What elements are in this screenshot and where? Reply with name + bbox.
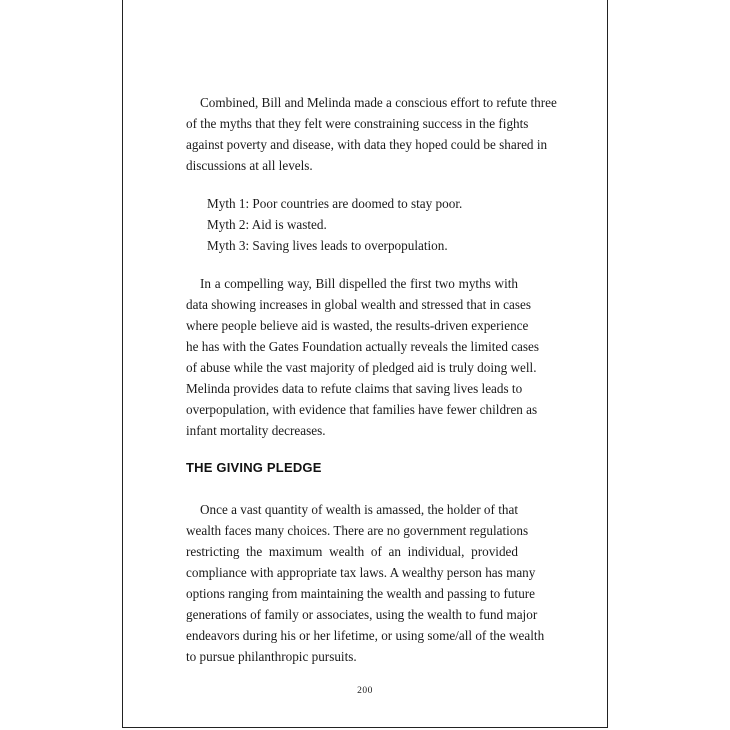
paragraph-3-line: Once a vast quantity of wealth is amassed, the holder of that [200, 502, 518, 517]
section-heading: THE GIVING PLEDGE [186, 460, 322, 475]
paragraph-1-line: against poverty and disease, with data they hoped could be shared in [186, 137, 548, 152]
paragraph-3-line: generations of family or associates, using the wealth to fund major [186, 607, 538, 622]
paragraph-3-line: endeavors during his or her lifetime, or using some/all of the wealth [186, 628, 545, 643]
paragraph-2-line: where people believe aid is wasted, the results-driven experience [186, 318, 529, 333]
paragraph-2-line: he has with the Gates Foundation actually reveals the limited cases [186, 339, 540, 354]
paragraph-2-line: infant mortality decreases. [186, 423, 326, 438]
paragraph-2-line: of abuse while the vast majority of pledged aid is truly doing well. [186, 360, 537, 375]
paragraph-2-line: data showing increases in global wealth and stressed that in cases [186, 297, 531, 312]
paragraph-3-line: restricting the maximum wealth of an individual, provided [186, 544, 518, 559]
paragraph-3-line: compliance with appropriate tax laws. A wealthy person has many [186, 565, 536, 580]
paragraph-2-line: In a compelling way, Bill dispelled the first two myths with [200, 276, 518, 291]
paragraph-1-line: Combined, Bill and Melinda made a conscious effort to refute three [200, 95, 557, 110]
paragraph-3-line: options ranging from maintaining the wealth and passing to future [186, 586, 536, 601]
myth-item: Myth 3: Saving lives leads to overpopulation. [207, 238, 448, 253]
page-number: 200 [357, 686, 373, 696]
paragraph-3-line: wealth faces many choices. There are no government regulations [186, 523, 529, 538]
paragraph-2-line: overpopulation, with evidence that families have fewer children as [186, 402, 538, 417]
paragraph-1-line: of the myths that they felt were constraining success in the fights [186, 116, 529, 131]
paragraph-2-line: Melinda provides data to refute claims that saving lives leads to [186, 381, 523, 396]
myth-item: Myth 1: Poor countries are doomed to stay poor. [207, 196, 463, 211]
myth-item: Myth 2: Aid is wasted. [207, 217, 327, 232]
paragraph-1-line: discussions at all levels. [186, 158, 313, 173]
paragraph-3-line: to pursue philanthropic pursuits. [186, 649, 357, 664]
